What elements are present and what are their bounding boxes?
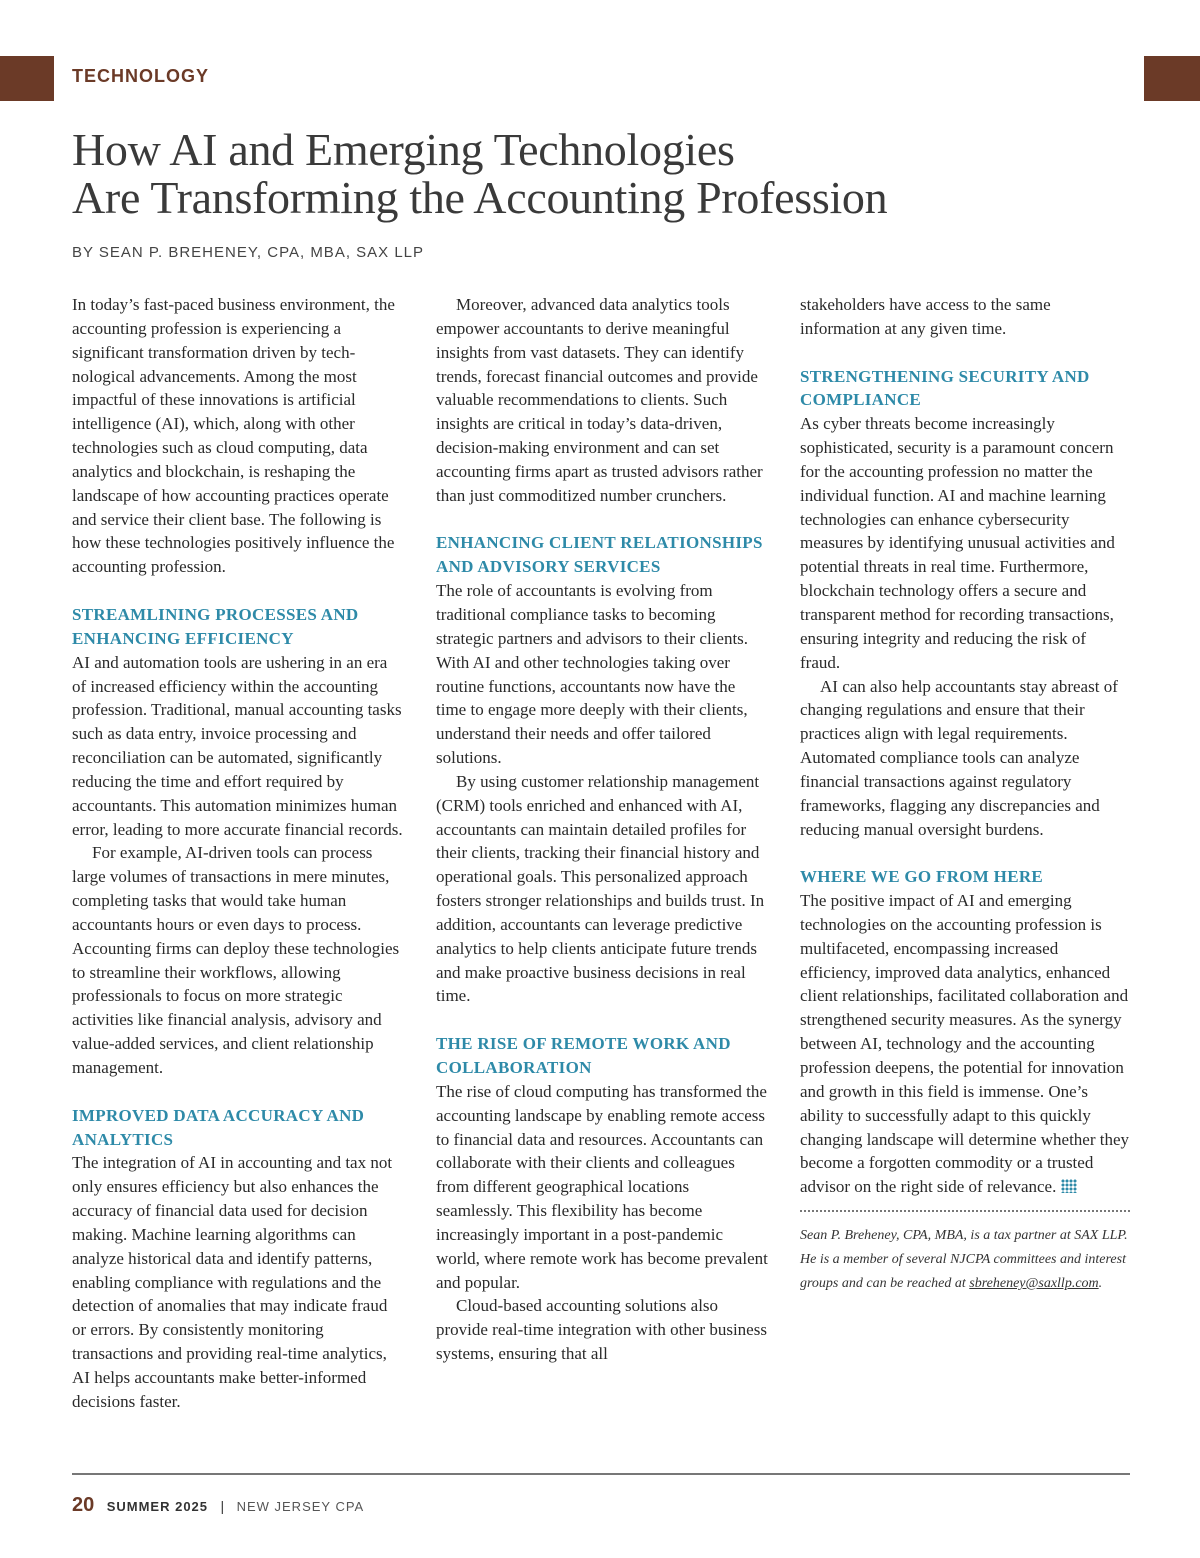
heading-security: STRENGTHENING SECURITY AND COMPLIANCE: [800, 366, 1090, 410]
column-2: [436, 293, 768, 1366]
paragraph: The integration of AI in accounting and tax not only ensures efficiency but also enhances the accuracy of financial data used for decision making. Machine learning algorithms can analyze historical data and identify patterns, enabling compliance with regulations and the detection of anomalies that may indicate fraud or errors. By consistently monitoring transactions and providing real-time analytics, AI helps accountants make better-informed decisions faster.: [72, 1153, 393, 1411]
paragraph: The rise of cloud computing has transformed the accounting landscape by enabling remote access to financial data and resources. Accountants can collaborate with their clients and colleagues from different geographical locations seamlessly. This flexibility has become increasingly important in a post-pandemic world, where remote work has become prevalent and popular.: [436, 1081, 768, 1292]
heading-client-relationships: ENHANCING CLIENT RELATIONSHIPS AND ADVISORY SERVICES: [436, 533, 763, 577]
paragraph: stakeholders have access to the same information at any given time.: [800, 295, 1051, 338]
paragraph: Cloud-based accounting solutions also provide real-time integration with other business systems, ensuring that all: [436, 1296, 767, 1364]
title-line-1: How AI and Emerging Technologies: [72, 124, 735, 175]
closing-text: The positive impact of AI and emerging technologies on the accounting profession is multifaceted, encompassing increased efficiency, improved data analytics, enhanced client relationships, facilitated collaboration and strengthened security measures. As the synergy between AI, technology and the accounting profession deepens, the potential for innovation and growth in this field is immense. One’s ability to successfully adapt to this quickly changing landscape will determine whether they become a forgotten commodity or a trusted advisor on the right side of relevance.: [800, 891, 1130, 1197]
intro-paragraph: In today’s fast-paced business environment, the accounting profession is experiencing a significant transformation driven by technological advancements. Among the most impactful of these innovations is artificial intelligence (AI), which, along with other technologies such as cloud computing, data analytics and blockchain, is reshaping the landscape of how accounting practices operate and service their client base. The following is how these technologies positively influence the accounting profession.: [72, 295, 395, 577]
page-footer: [72, 1494, 364, 1517]
section-tab-left: [0, 56, 54, 101]
issue-label: SUMMER 2025: [106, 1499, 209, 1514]
page-number: 20: [72, 1494, 95, 1516]
heading-data-accuracy: IMPROVED DATA ACCURACY AND ANALYTICS: [72, 1105, 365, 1149]
heading-remote-work: THE RISE OF REMOTE WORK AND COLLABORATION: [436, 1034, 731, 1077]
paragraph: AI can also help accountants stay abreast of changing regulations and ensure that their practices align with legal requirements. Automated compliance tools can analyze financial transactions against regulatory frameworks, flagging any discrepancies and reducing manual oversight burdens.: [800, 676, 1118, 839]
paragraph: Moreover, advanced data analytics tools empower accountants to derive meaningful insights from vast datasets. They can identify trends, forecast financial outcomes and provide valuable recommendations to clients. Such insights are critical in today’s data-driven, decision-making environment and can set accounting firms apart as trusted advisors rather than just commoditized number crunchers.: [436, 295, 763, 505]
bio-divider: [800, 1210, 1130, 1212]
section-label: TECHNOLOGY: [72, 66, 210, 86]
publication-name: NEW JERSEY CPA: [236, 1499, 365, 1514]
paragraph: For example, AI-driven tools can process large volumes of transactions in mere minutes, completing tasks that would take human accountants hours or even days to process. Accounting firms can deploy these technologies to streamline their workflows, allowing professionals to focus on more strategic activities like financial analysis, advisory and value-added services, and client relationship management.: [72, 843, 400, 1077]
paragraph: As cyber threats become increasingly sophisticated, security is a paramount concern for the accounting profession no matter the individual function. AI and machine learning technologies can enhance cybersecurity measures by identifying unusual activities and potential threats in real time. Furthermore, blockchain technology offers a secure and transparent method for recording transactions, ensuring integrity and reducing the risk of fraud.: [800, 414, 1115, 672]
author-email-link[interactable]: sbreheney@saxllp.com: [969, 1276, 1099, 1292]
closing-paragraph: [800, 889, 1130, 1199]
section-tab-right: [1144, 56, 1200, 101]
bio-end: .: [1098, 1276, 1103, 1292]
author-bio: [800, 1224, 1130, 1296]
paragraph: AI and automation tools are ushering in an era of increased efficiency within the accounting profession. Traditional, manual accounting tasks such as data entry, invoice processing and reconciliation can be automated, significantly reducing the time and effort required by accountants. This automation minimizes human error, leading to more accurate financial records.: [72, 652, 403, 839]
footer-rule: [72, 1473, 1130, 1475]
column-3: [800, 293, 1130, 1296]
paragraph: By using customer relationship management (CRM) tools enriched and enhanced with AI, accountants can maintain detailed profiles for their clients, tracking their financial history and operational goals. This personalized approach fosters stronger relationships and builds trust. In addition, accountants can leverage predictive analytics to help clients anticipate future trends and make proactive business decisions in real time.: [436, 771, 765, 1006]
column-1: [72, 293, 404, 1414]
end-mark-icon: [1061, 1179, 1077, 1193]
paragraph: The role of accountants is evolving from traditional compliance tasks to becoming strategic partners and advisors to their clients. With AI and other technologies taking over routine functions, accountants now have the time to engage more deeply with their clients, understand their needs and offer tailored solutions.: [436, 581, 749, 768]
title-line-2: Are Transforming the Accounting Profession: [72, 172, 888, 223]
bio-text: Sean P. Breheney, CPA, MBA, is a tax partner at SAX LLP. He is a member of several NJCPA committees and interest groups and can be reached at: [800, 1228, 1128, 1292]
article-title: [72, 126, 887, 222]
footer-separator: |: [220, 1498, 225, 1514]
heading-streamlining: STREAMLINING PROCESSES AND ENHANCING EFFICIENCY: [72, 604, 359, 648]
byline: BY SEAN P. BREHENEY, CPA, MBA, SAX LLP: [72, 244, 425, 261]
heading-where-we-go: WHERE WE GO FROM HERE: [800, 867, 1044, 887]
